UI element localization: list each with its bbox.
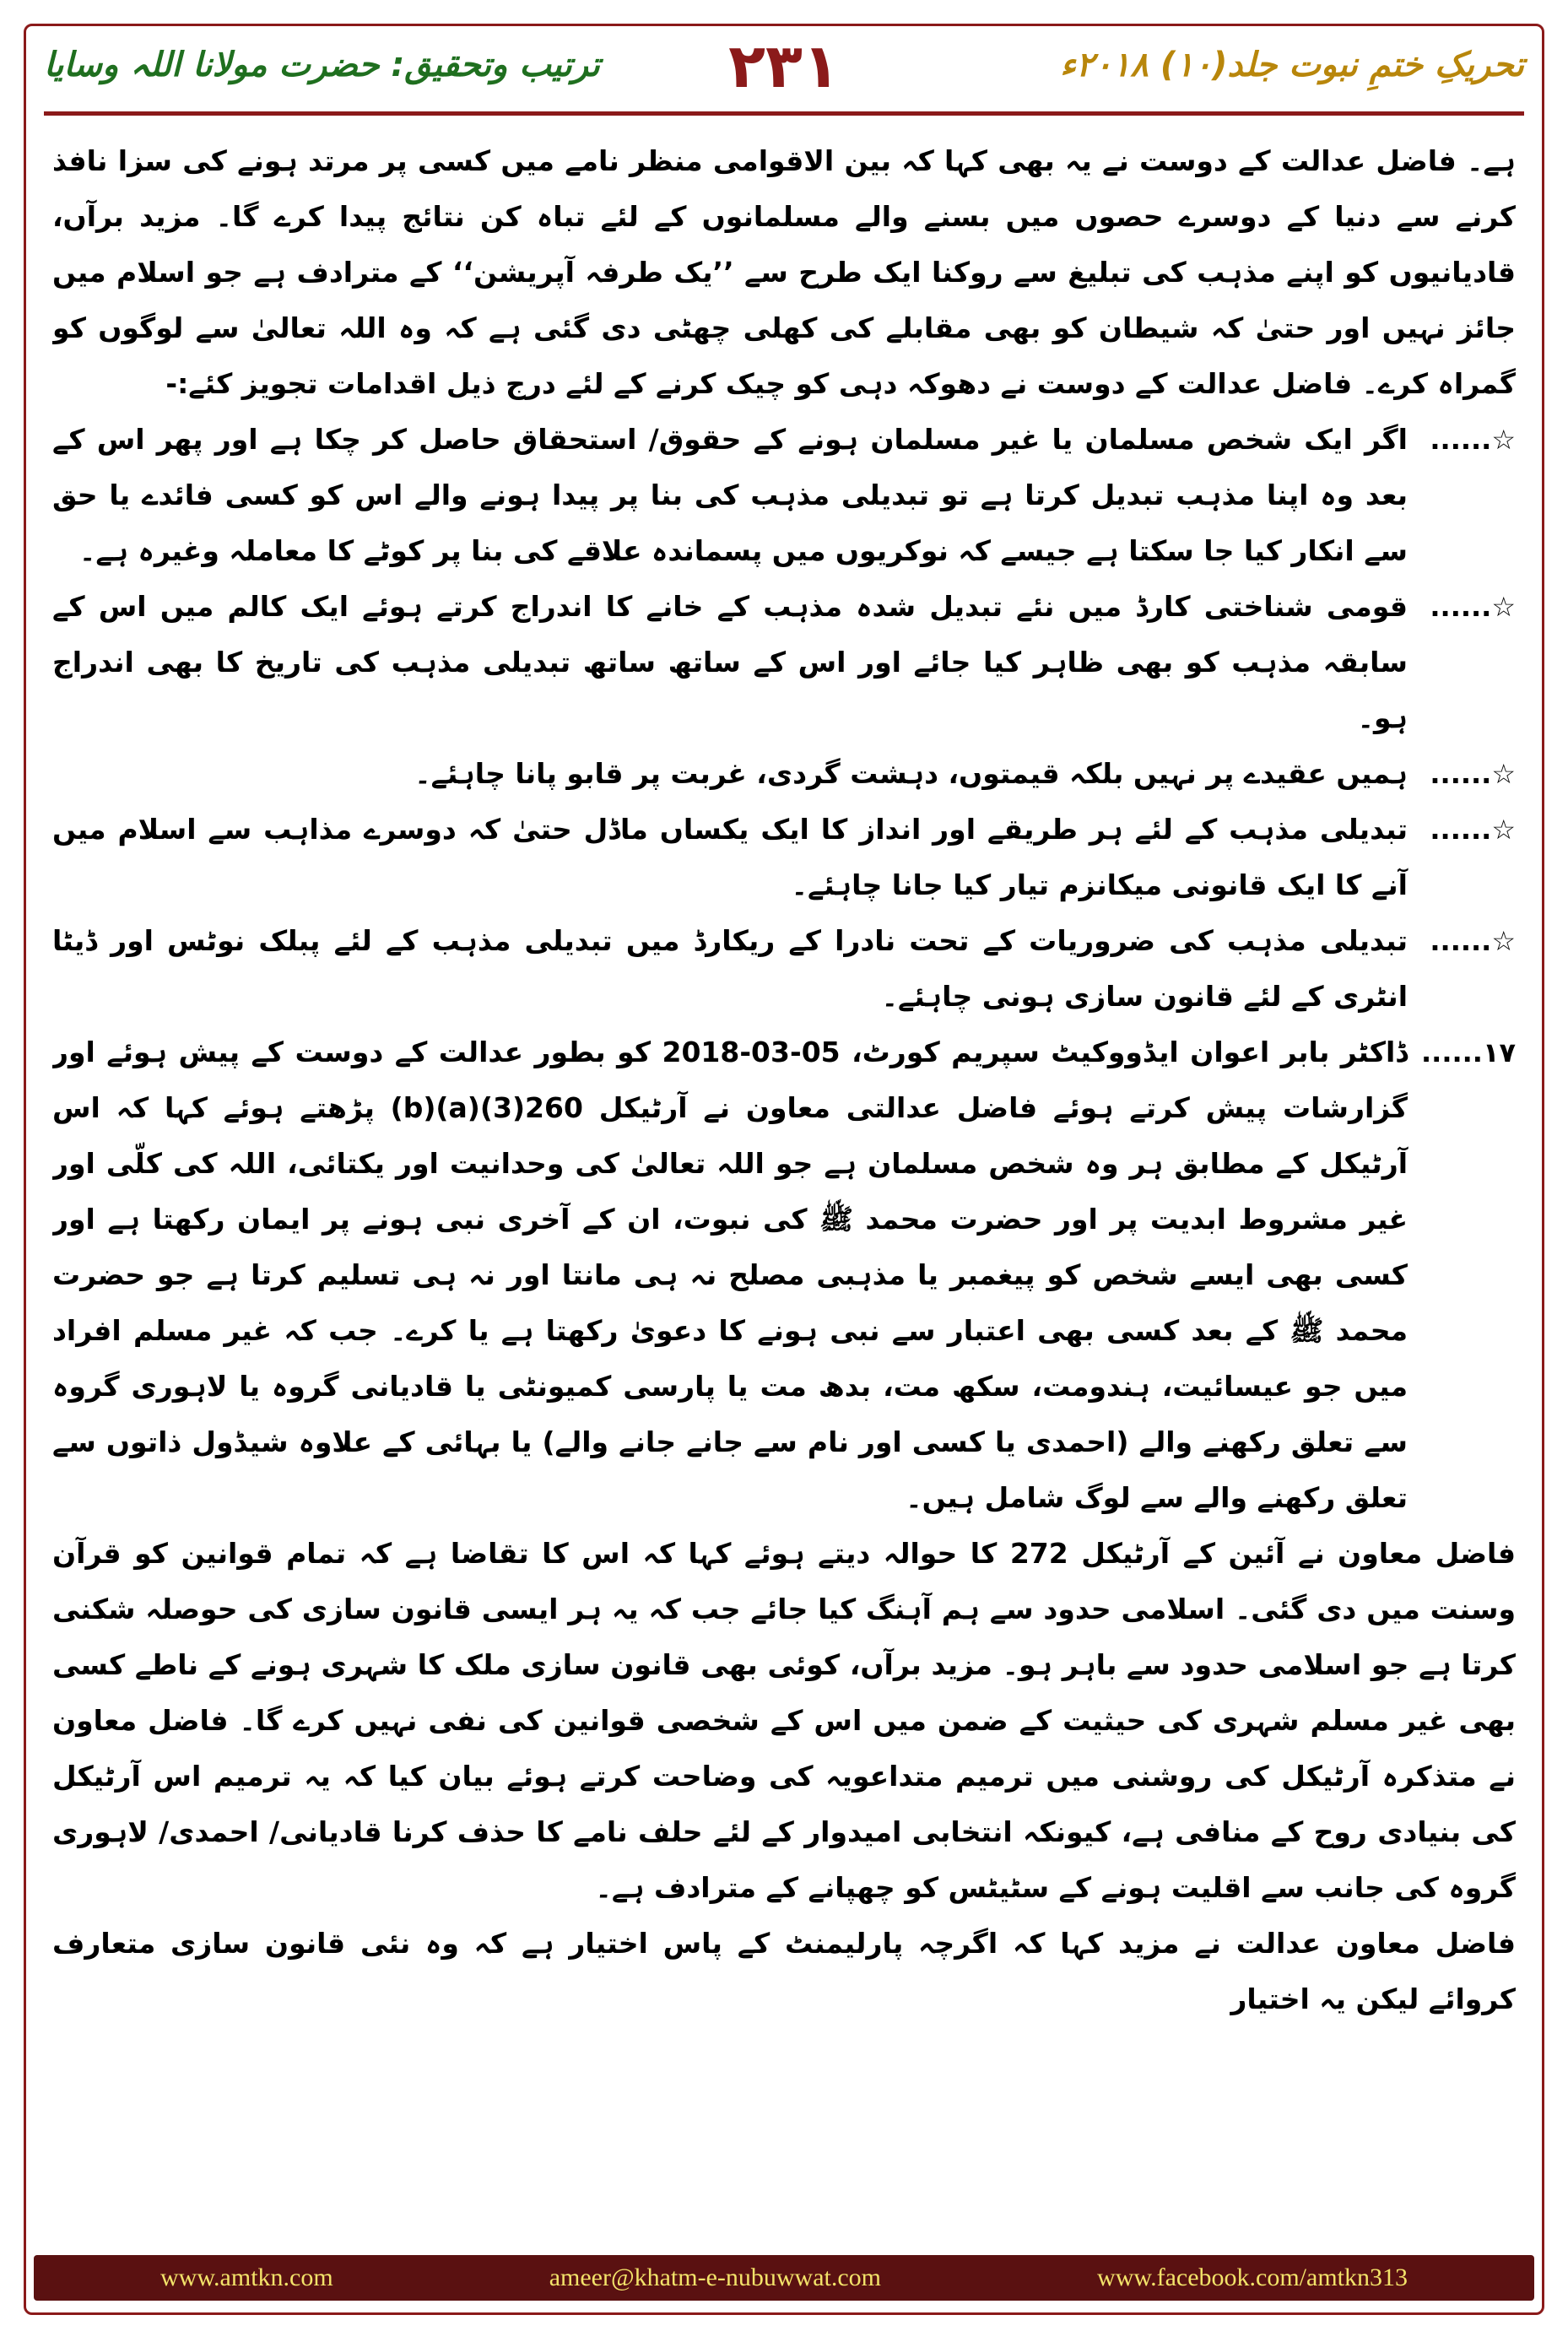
body-paragraph: فاضل معاون نے آئین کے آرٹیکل 272 کا حوالہ دیتے ہوئے کہا کہ اس کا تقاضا ہے کہ تمام قوانین کو قرآن وسنت میں دی گئی۔ اسلامی حدود سے ہم آہنگ کیا جائے جب کہ یہ ہر ایسی قانون سازی کی حوصلہ شکنی کرتا ہے جو اسلامی حدود سے باہر ہو۔ مزید برآں، کوئی بھی قانون سازی ملک کا شہری ہونے کے ناطے کسی بھی غیر مسلم شہری کی حیثیت کے ضمن میں اس کے شخصی قوانین کی نفی نہیں کرے گا۔ فاضل معاون نے متذکرہ آرٹیکل کی روشنی میں ترمیم متداعویہ کی وضاحت کرتے ہوئے بیان کیا کہ یہ ترمیم اس آرٹیکل کی بنیادی روح کے منافی ہے، کیونکہ انتخابی امیدوار کے لئے حلف نامے کا حذف کرنا قادیانی/ احمدی/ لاہوری گروہ کی جانب سے اقلیت ہونے کے سٹیٹس کو چھپانے کے مترادف ہے۔ xyxy=(52,1537,1516,1904)
bullet-text: قومی شناختی کارڈ میں نئے تبدیل شدہ مذہب کے خانے کا اندراج کرتے ہوئے ایک کالم میں اس کے سابقہ مذہب کو بھی ظاہر کیا جائے اور اس کے ساتھ ساتھ تبدیلی مذہب کی تاریخ کا بھی اندراج ہو۔ xyxy=(52,590,1408,734)
star-marker: ☆...... xyxy=(1430,591,1516,623)
numbered-item xyxy=(52,1025,1516,1526)
bullet-text: تبدیلی مذہب کے لئے ہر طریقے اور انداز کا ایک یکساں ماڈل حتیٰ کہ دوسرے مذاہب سے اسلام میں آنے کا ایک قانونی میکانزم تیار کیا جانا چاہئے۔ xyxy=(52,813,1408,901)
star-marker: ☆...... xyxy=(1430,814,1516,846)
numbered-text: ڈاکٹر بابر اعوان ایڈووکیٹ سپریم کورٹ، 05-03-2018 کو بطور عدالت کے دوست کے پیش ہوئے اور گزارشات پیش کرتے ہوئے فاضل عدالتی معاون نے آرٹیکل 260(3)(a)(b) پڑھتے ہوئے کہا کہ اس آرٹیکل کے مطابق ہر وہ شخص مسلمان ہے جو اللہ تعالیٰ کی وحدانیت اور یکتائی، اللہ کی کلّی اور غیر مشروط ابدیت پر اور حضرت محمد ﷺ کی نبوت، ان کے آخری نبی ہونے پر ایمان رکھتا ہے اور کسی بھی ایسے شخص کو پیغمبر یا مذہبی مصلح نہ ہی مانتا اور نہ ہی تسلیم کرتا ہے جو حضرت محمد ﷺ کے بعد کسی بھی اعتبار سے نبی ہونے کا دعویٰ رکھتا ہے یا کرے۔ جب کہ غیر مسلم افراد میں جو عیسائیت، ہندومت، سکھ مت، بدھ مت یا پارسی کمیونٹی یا قادیانی گروہ یا لاہوری گروہ سے تعلق رکھنے والے (احمدی یا کسی اور نام سے جانے جانے والے) یا بہائی کے علاوہ شیڈول ذاتوں سے تعلق رکھنے والے سے لوگ شامل ہیں۔ xyxy=(52,1036,1408,1514)
bullet-text: ہمیں عقیدے پر نہیں بلکہ قیمتوں، دہشت گردی، غربت پر قابو پانا چاہئے۔ xyxy=(414,757,1408,790)
website-link[interactable]: www.amtkn.com xyxy=(160,2264,333,2291)
bullet-item xyxy=(52,913,1516,1025)
page-number: ۲۳۱ xyxy=(728,30,840,101)
compiler-credit: ترتیب وتحقیق: حضرت مولانا اللہ وسایا xyxy=(44,46,600,84)
page-content xyxy=(52,133,1516,2184)
bullet-item xyxy=(52,579,1516,746)
header-divider xyxy=(44,111,1524,116)
page-header xyxy=(44,30,1524,111)
book-title: تحریکِ ختمِ نبوت جلد(۱۰) ۲۰۱۸ء xyxy=(1060,46,1524,84)
item-number: ۱۷...... xyxy=(1421,1036,1516,1068)
bullet-item xyxy=(52,802,1516,913)
star-marker: ☆...... xyxy=(1430,925,1516,957)
facebook-link[interactable]: www.facebook.com/amtkn313 xyxy=(1097,2264,1408,2291)
intro-paragraph: ہے۔ فاضل عدالت کے دوست نے یہ بھی کہا کہ بین الاقوامی منظر نامے میں کسی پر مرتد ہونے کی سزا نافذ کرنے سے دنیا کے دوسرے حصوں میں بسنے والے مسلمانوں کے لئے تباہ کن نتائج پیدا کرے گا۔ مزید برآں، قادیانیوں کو اپنے مذہب کی تبلیغ سے روکنا ایک طرح سے ’’یک طرفہ آپریشن‘‘ کے مترادف ہے جو اسلام میں جائز نہیں اور حتیٰ کہ شیطان کو بھی مقابلے کی کھلی چھٹی دی گئی ہے کہ وہ اللہ تعالیٰ سے لوگوں کو گمراہ کرے۔ فاضل عدالت کے دوست نے دھوکہ دہی کو چیک کرنے کے لئے درج ذیل اقدامات تجویز کئے:- xyxy=(52,144,1516,400)
bullet-item xyxy=(52,412,1516,579)
page-footer xyxy=(34,2255,1534,2301)
bullet-text: تبدیلی مذہب کی ضروریات کے تحت نادرا کے ریکارڈ میں تبدیلی مذہب کے لئے پبلک نوٹس اور ڈیٹا انٹری کے لئے قانون سازی ہونی چاہئے۔ xyxy=(52,924,1408,1013)
star-marker: ☆...... xyxy=(1430,424,1516,456)
bullet-item xyxy=(52,746,1516,802)
star-marker: ☆...... xyxy=(1430,758,1516,790)
bullet-text: اگر ایک شخص مسلمان یا غیر مسلمان ہونے کے حقوق/ استحقاق حاصل کر چکا ہے اور پھر اس کے بعد وہ اپنا مذہب تبدیل کرتا ہے تو تبدیلی مذہب کی بنا پر پیدا ہونے والے اس کو کسی فائدے یا حق سے انکار کیا جا سکتا ہے جیسے کہ نوکریوں میں پسماندہ علاقے کی بنا پر کوٹے کا معاملہ وغیرہ ہے۔ xyxy=(52,423,1408,567)
email-link[interactable]: ameer@khatm-e-nubuwwat.com xyxy=(549,2264,882,2291)
body-paragraph: فاضل معاون عدالت نے مزید کہا کہ اگرچہ پارلیمنٹ کے پاس اختیار ہے کہ وہ نئی قانون سازی متعارف کروائے لیکن یہ اختیار xyxy=(52,1927,1516,2015)
